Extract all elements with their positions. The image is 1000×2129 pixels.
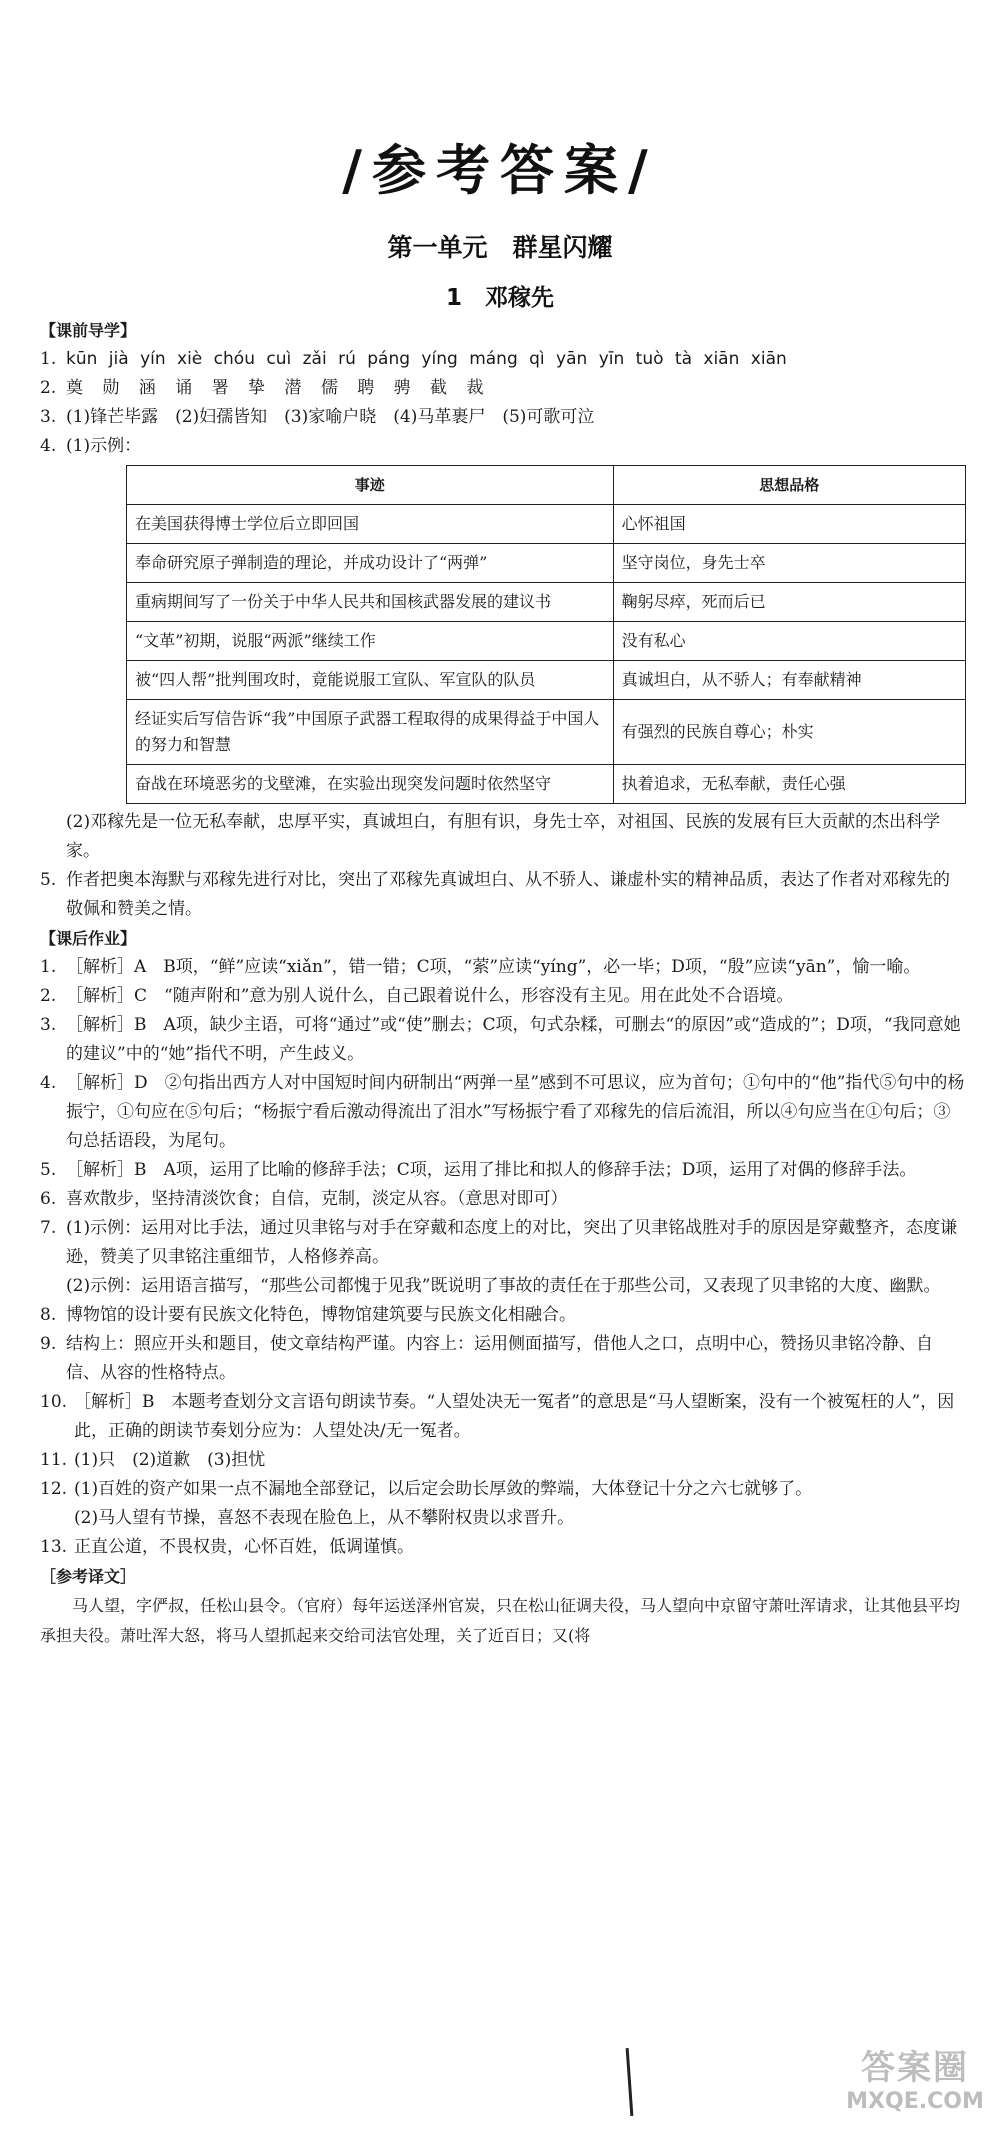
answer-item: [40, 1475, 966, 1504]
answer-text: 喜欢散步，坚持清淡饮食；自信，克制，淡定从容。（意思对即可）: [66, 1189, 568, 1209]
table-cell: 经证实后写信告诉“我”中国原子武器工程取得的成果得益于中国人的努力和智慧: [127, 700, 614, 765]
translation-text: 马人望，字俨叔，任松山县令。（官府）每年运送泽州官炭，只在松山征调夫役，马人望向中京留守萧吐浑请求，让其他县平均承担夫役。萧吐浑大怒，将马人望抓起来交给司法官处理，关了近百日；又(将: [40, 1596, 961, 1645]
site-watermark: [840, 2040, 990, 2114]
example-intro: (1)示例：: [66, 436, 142, 456]
item-number: 4.: [40, 1073, 57, 1093]
answer-subitem: (2)邓稼先是一位无私奉献，忠厚平实，真诚坦白，有胆有识，身先士卒，对祖国、民族的发展有巨大贡献的杰出科学家。: [66, 812, 941, 861]
item-number: 7.: [40, 1218, 57, 1238]
table-cell: 坚守岗位，身先士卒: [613, 544, 965, 583]
item-number: 8.: [40, 1305, 57, 1325]
answer-content: [40, 316, 966, 1651]
answer-item: [40, 1533, 966, 1562]
answer-item: [40, 1185, 966, 1214]
table-cell: 心怀祖国: [613, 505, 965, 544]
answer-item: [40, 1388, 966, 1446]
deeds-table: [126, 465, 966, 804]
answer-item: [40, 1011, 966, 1069]
item-number: 5.: [40, 870, 57, 890]
answer-subitem: (2)马人望有节操，喜怒不表现在脸色上，从不攀附权贵以求晋升。: [74, 1508, 575, 1528]
answer-item: [40, 345, 966, 374]
table-row: [127, 583, 966, 622]
answer-item: [40, 1156, 966, 1185]
answer-text: ［解析］B A项，缺少主语，可将“通过”或“使”删去；C项，句式杂糅，可删去“的原因”或“造成的”；D项，“我同意她的建议”中的“她”指代不明，产生歧义。: [66, 1015, 961, 1064]
item-number: 1.: [40, 957, 57, 977]
answer-text: 正直公道，不畏权贵，心怀百姓，低调谨慎。: [74, 1537, 414, 1557]
table-cell: 奉命研究原子弹制造的理论，并成功设计了“两弹”: [127, 544, 614, 583]
answer-text: (1)百姓的资产如果一点不漏地全部登记，以后定会助长厚敛的弊端，大体登记十分之六七就够了。: [74, 1479, 813, 1499]
table-row: [127, 544, 966, 583]
answer-text: (1)示例：运用对比手法，通过贝聿铭与对手在穿戴和态度上的对比，突出了贝聿铭战胜对手的原因是穿戴整齐，态度谦逊，赞美了贝聿铭注重细节，人格修养高。: [66, 1218, 958, 1267]
answer-text: ［解析］C “随声附和”意为别人说什么，自己跟着说什么，形容没有主见。用在此处不合语境。: [66, 986, 794, 1006]
table-cell: 鞠躬尽瘁，死而后已: [613, 583, 965, 622]
page-title: /参考答案/: [342, 139, 658, 202]
answer-item: [40, 1330, 966, 1388]
watermark-logo-text: 答案圈: [861, 2048, 969, 2088]
item-number: 6.: [40, 1189, 57, 1209]
answer-item: [40, 374, 966, 403]
answer-text: 作者把奥本海默与邓稼先进行对比，突出了邓稼先真诚坦白、从不骄人、谦虚朴实的精神品质，表达了作者对邓稼先的敬佩和赞美之情。: [66, 870, 950, 919]
table-row: [127, 661, 966, 700]
answer-item: [40, 1446, 966, 1475]
answer-item: [40, 953, 966, 982]
table-cell: 执着追求，无私奉献，责任心强: [613, 765, 965, 804]
table-row: [127, 765, 966, 804]
table-cell: “文革”初期，说服“两派”继续工作: [127, 622, 614, 661]
table-row: [127, 505, 966, 544]
table-cell: 有强烈的民族自尊心；朴实: [613, 700, 965, 765]
item-number: 3.: [40, 407, 57, 427]
character-answer: 奠 勋 涵 诵 署 挚 潜 儒 聘 骋 截 裁: [66, 378, 491, 398]
table-cell: 真诚坦白，从不骄人；有奉献精神: [613, 661, 965, 700]
answer-item: [40, 982, 966, 1011]
answer-item: [40, 403, 966, 432]
answer-text: ［解析］D ②句指出西方人对中国短时间内研制出“两弹一星”感到不可思议，应为首句；①句中的“他”指代⑤句中的杨振宁，①句应在⑤句后；“杨振宁看后激动得流出了泪水”写杨振宁看了邓稼先的信后流泪，所以④句应当在①句后；③句总括语段，为尾句。: [66, 1073, 965, 1151]
item-number: 2.: [40, 986, 57, 1006]
item-number: 12.: [40, 1479, 68, 1499]
table-row: [127, 622, 966, 661]
pinyin-answer: kūn jià yín xiè chóu cuì zǎi rú páng yíng máng qì yān yīn tuò tà xiān xiān: [66, 349, 787, 369]
item-number: 13.: [40, 1537, 68, 1557]
unit-title: 第一单元 群星闪耀: [387, 233, 613, 262]
answer-item: [40, 1214, 966, 1272]
section-label-translation: ［参考译文］: [40, 1567, 137, 1586]
answer-item: [40, 1301, 966, 1330]
table-cell: 重病期间写了一份关于中华人民共和国核武器发展的建议书: [127, 583, 614, 622]
table-cell: 没有私心: [613, 622, 965, 661]
section-label-after-class: 【课后作业】: [40, 929, 137, 948]
column-header-deeds: 事迹: [127, 466, 614, 505]
item-number: 10.: [40, 1392, 68, 1412]
item-number: 11.: [40, 1450, 68, 1470]
table-cell: 奋战在环境恶劣的戈壁滩，在实验出现突发问题时依然坚守: [127, 765, 614, 804]
answer-item: [40, 1069, 966, 1156]
answer-text: ［解析］A B项，“鲜”应读“xiǎn”，错一错；C项，“萦”应读“yíng”，必一毕；D项，“殷”应读“yān”，愉一喻。: [66, 957, 921, 977]
answer-item: [40, 432, 966, 461]
table-header-row: [127, 466, 966, 505]
table-row: [127, 700, 966, 765]
answer-text: (1)只 (2)道歉 (3)担忧: [74, 1450, 266, 1470]
answer-subitem: (2)示例：运用语言描写，“那些公司都愧于见我”既说明了事故的责任在于那些公司，又表现了贝聿铭的大度、幽默。: [66, 1276, 941, 1296]
column-header-character: 思想品格: [613, 466, 965, 505]
table-cell: 被“四人帮”批判围攻时，竟能说服工宣队、军宣队的队员: [127, 661, 614, 700]
idiom-answer: (1)锋芒毕露 (2)妇孺皆知 (3)家喻户晓 (4)马革裹尸 (5)可歌可泣: [66, 407, 595, 427]
answer-text: ［解析］B 本题考查划分文言语句朗读节奏。“人望处决无一冤者”的意思是“马人望断案，没有一个被冤枉的人”，因此，正确的朗读节奏划分应为：人望处决/无一冤者。: [74, 1392, 955, 1441]
item-number: 4.: [40, 436, 57, 456]
section-label-pre-class: 【课前导学】: [40, 321, 137, 340]
item-number: 5.: [40, 1160, 57, 1180]
item-number: 9.: [40, 1334, 57, 1354]
item-number: 2.: [40, 378, 57, 398]
item-number: 3.: [40, 1015, 57, 1035]
watermark-url: MXQE.COM: [846, 2089, 984, 2114]
answer-text: ［解析］B A项，运用了比喻的修辞手法；C项，运用了排比和拟人的修辞手法；D项，运用了对偶的修辞手法。: [66, 1160, 917, 1180]
answer-text: 博物馆的设计要有民族文化特色，博物馆建筑要与民族文化相融合。: [66, 1305, 576, 1325]
pen-stroke-mark: [626, 2048, 634, 2116]
lesson-title: 1 邓稼先: [445, 285, 554, 311]
answer-item: [40, 866, 966, 924]
answer-text: 结构上：照应开头和题目，使文章结构严谨。内容上：运用侧面描写，借他人之口，点明中心，赞扬贝聿铭冷静、自信、从容的性格特点。: [66, 1334, 933, 1383]
table-cell: 在美国获得博士学位后立即回国: [127, 505, 614, 544]
item-number: 1.: [40, 349, 57, 369]
